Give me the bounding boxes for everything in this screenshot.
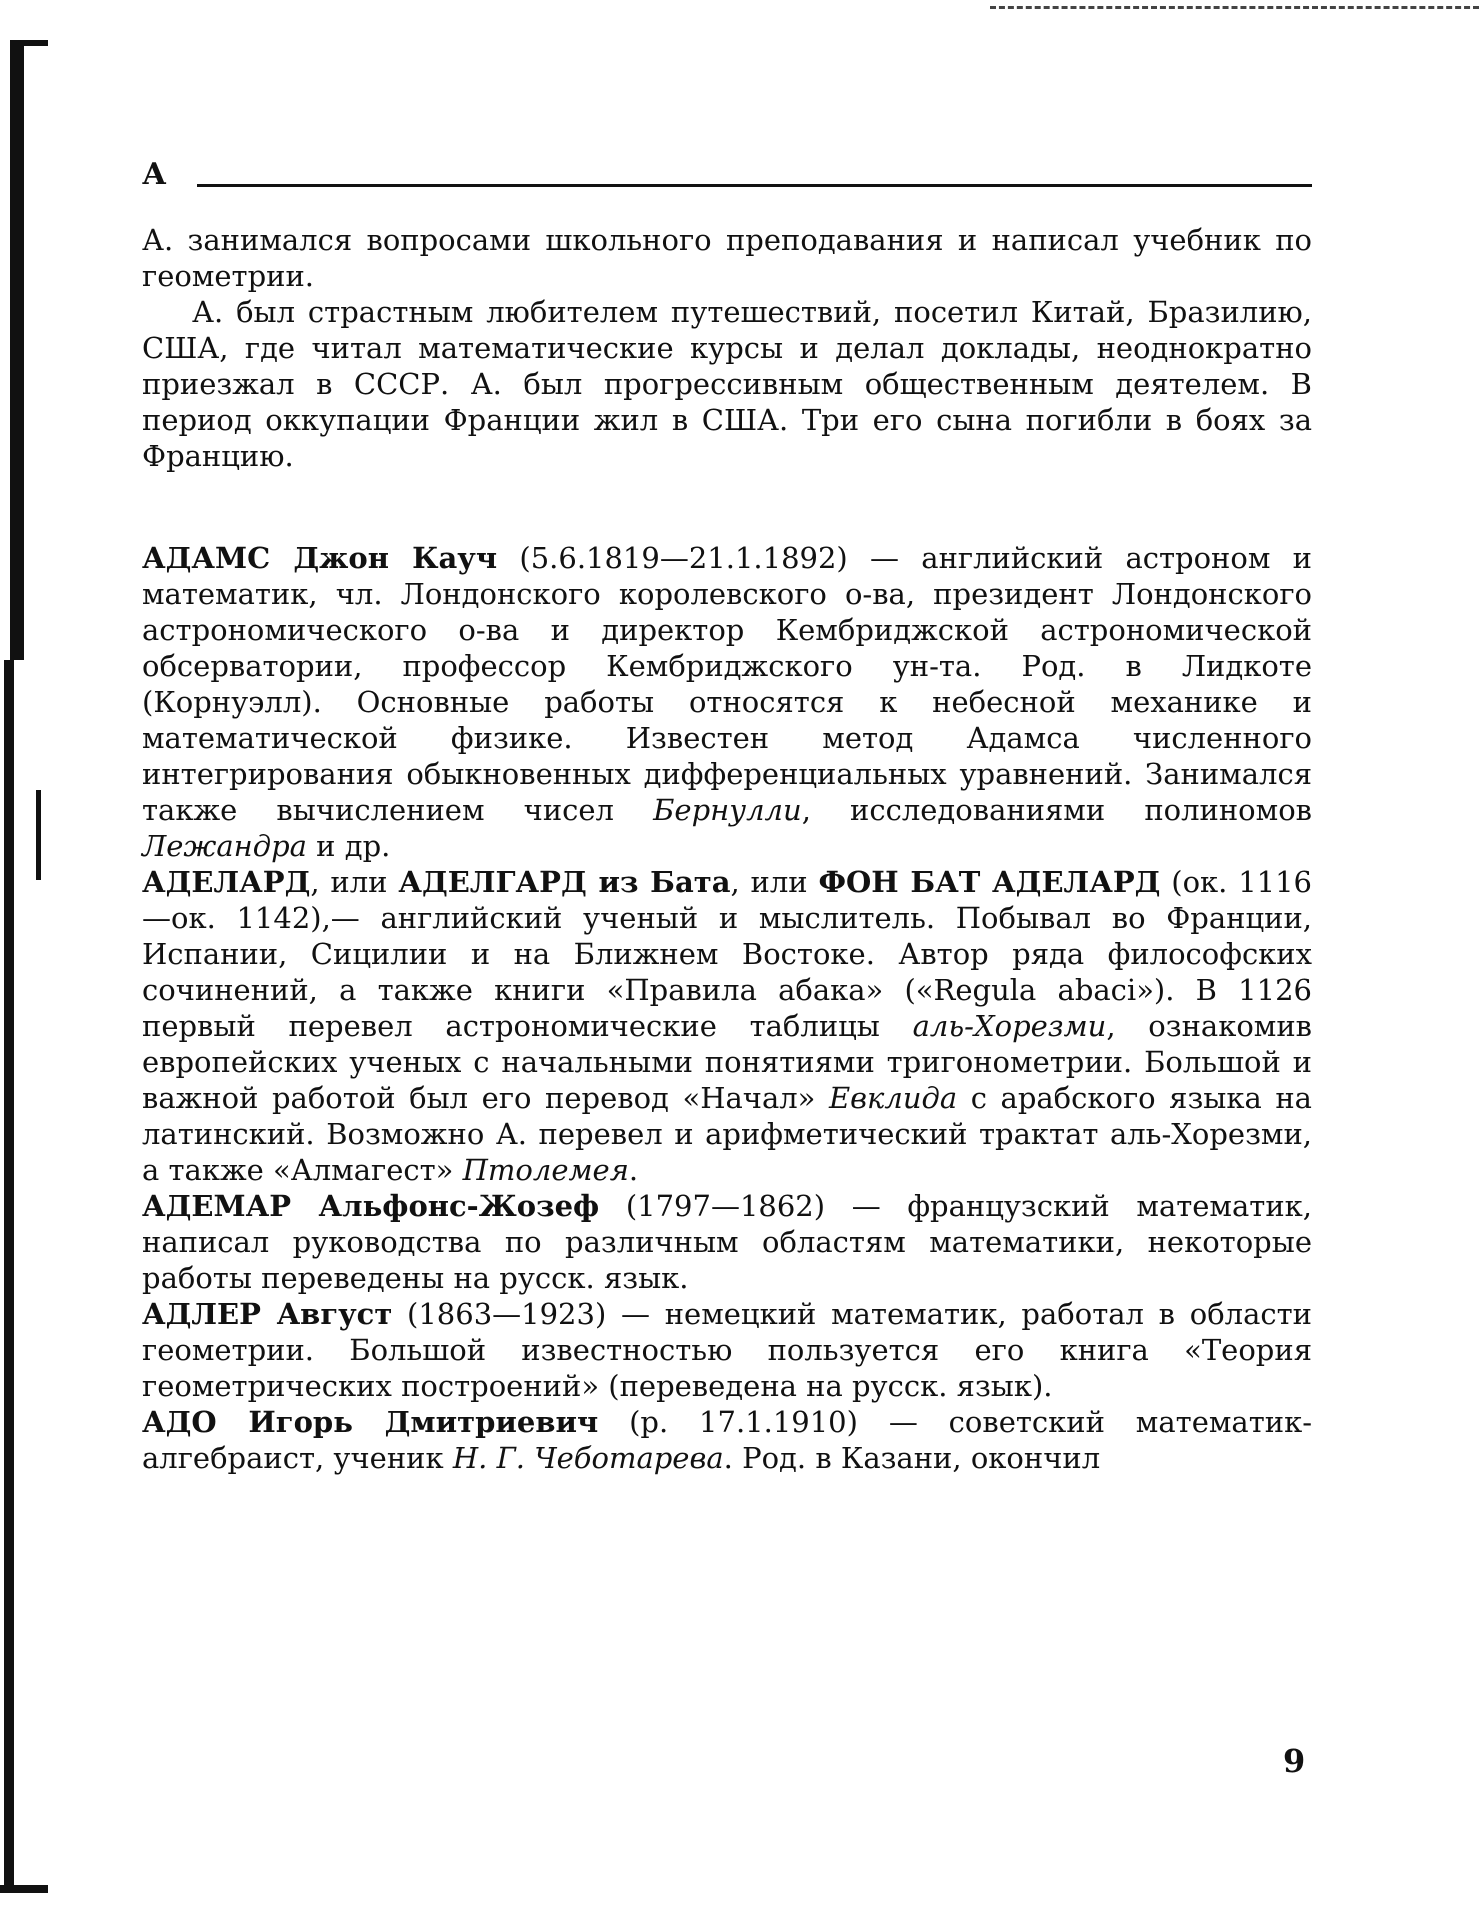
cross-reference: Евклида <box>828 1081 958 1115</box>
binding-edge-mark <box>18 40 48 46</box>
entry-headword: АДАМС Джон Кауч <box>142 541 498 575</box>
top-dashed-rule <box>990 6 1479 9</box>
entry-adelard <box>142 864 1312 1188</box>
entry-text: (1797—1862) — французский математик, написал руководства по различным областям математики, некоторые работы переведены на русск. язык. <box>142 1189 1312 1295</box>
entry-adler <box>142 1296 1312 1404</box>
continuation-paragraph: А. был страстным любителем путешествий, посетил Китай, Бразилию, США, где читал математические курсы и делал доклады, неоднократно приезжал в СССР. А. был прогрессивным общественным деятелем. В период оккупации Франции жил в США. Три его сына погибли в боях за Францию. <box>142 295 1312 473</box>
binding-edge-mark <box>10 40 24 660</box>
entry-text: , ознакомив европейских ученых с начальными понятиями тригонометрии. Большой и важной работой был его перевод «Начал» <box>142 1009 1312 1115</box>
entry-headword: АДЕЛАРД <box>142 865 311 899</box>
entry-text: (5.6.1819—21.1.1892) — английский астроном и математик, чл. Лондонского королевского о-ва, президент Лондонского астрономического о-ва и директор Кембриджской астрономической обсерватории, профессор Кембриджского ун-та. Род. в Лидкоте (Корнуэлл). Основные работы относятся к небесной механике и математической физике. Известен метод Адамса численного интегрирования обыкновенных дифференциальных уравнений. Занимался также вычислением чисел <box>142 541 1313 827</box>
entry-headword: АДО Игорь Дмитриевич <box>142 1405 599 1439</box>
entry-headword: АДЕЛГАРД из Бата <box>398 865 731 899</box>
entry-text: , или <box>310 865 399 899</box>
page-body <box>142 222 1312 1476</box>
continuation-paragraph: А. занимался вопросами школьного преподавания и написал учебник по геометрии. <box>142 223 1312 293</box>
cross-reference: Н. Г. Чеботарева <box>452 1441 724 1475</box>
entry-headword: АДЕМАР Альфонс-Жозеф <box>142 1189 600 1223</box>
entry-headword: ФОН БАТ АДЕЛАРД <box>818 865 1161 899</box>
entry-headword: АДЛЕР Август <box>142 1297 393 1331</box>
binding-edge-mark <box>0 1885 48 1893</box>
entry-text: (р. 17.1.1910) — советский математик-алгебраист, ученик <box>142 1405 1313 1475</box>
page-number: 9 <box>1283 1742 1306 1780</box>
entry-text: . Род. в Казани, окончил <box>723 1441 1101 1475</box>
binding-edge-mark <box>4 660 14 1890</box>
cross-reference: Бернулли <box>653 793 802 827</box>
entry-text: (1863—1923) — немецкий математик, работал в области геометрии. Большой известностью пользуется его книга «Теория геометрических построений» (переведена на русск. язык). <box>142 1297 1312 1403</box>
running-head <box>142 157 1312 192</box>
entry-ademar <box>142 1188 1312 1296</box>
header-rule <box>197 184 1312 187</box>
section-letter: А <box>142 157 167 192</box>
entry-text: и др. <box>306 829 391 863</box>
entry-text: , исследованиями полиномов <box>801 793 1312 827</box>
cross-reference: аль-Хорезми <box>912 1009 1107 1043</box>
binding-edge-shadow <box>0 20 40 1909</box>
entry-text: . <box>628 1153 639 1187</box>
entry-text: (ок. 1116—ок. 1142),— английский ученый и мыслитель. Побывал во Франции, Испании, Сицилии и на Ближнем Востоке. Автор ряда философских сочинений, а также книги «Правила абака» («Regula abaci»). В 1126 первый перевел астрономические таблицы <box>142 865 1313 1043</box>
cross-reference: Лежандра <box>142 829 307 863</box>
entry-adams <box>142 540 1312 864</box>
binding-edge-mark <box>36 790 41 880</box>
entry-ado <box>142 1404 1312 1476</box>
cross-reference: Птолемея <box>462 1153 629 1187</box>
entry-text: , или <box>730 865 819 899</box>
entry-text: с арабского языка на латинский. Возможно А. перевел и арифметический трактат аль-Хорезми, а также «Алмагест» <box>142 1081 1312 1187</box>
